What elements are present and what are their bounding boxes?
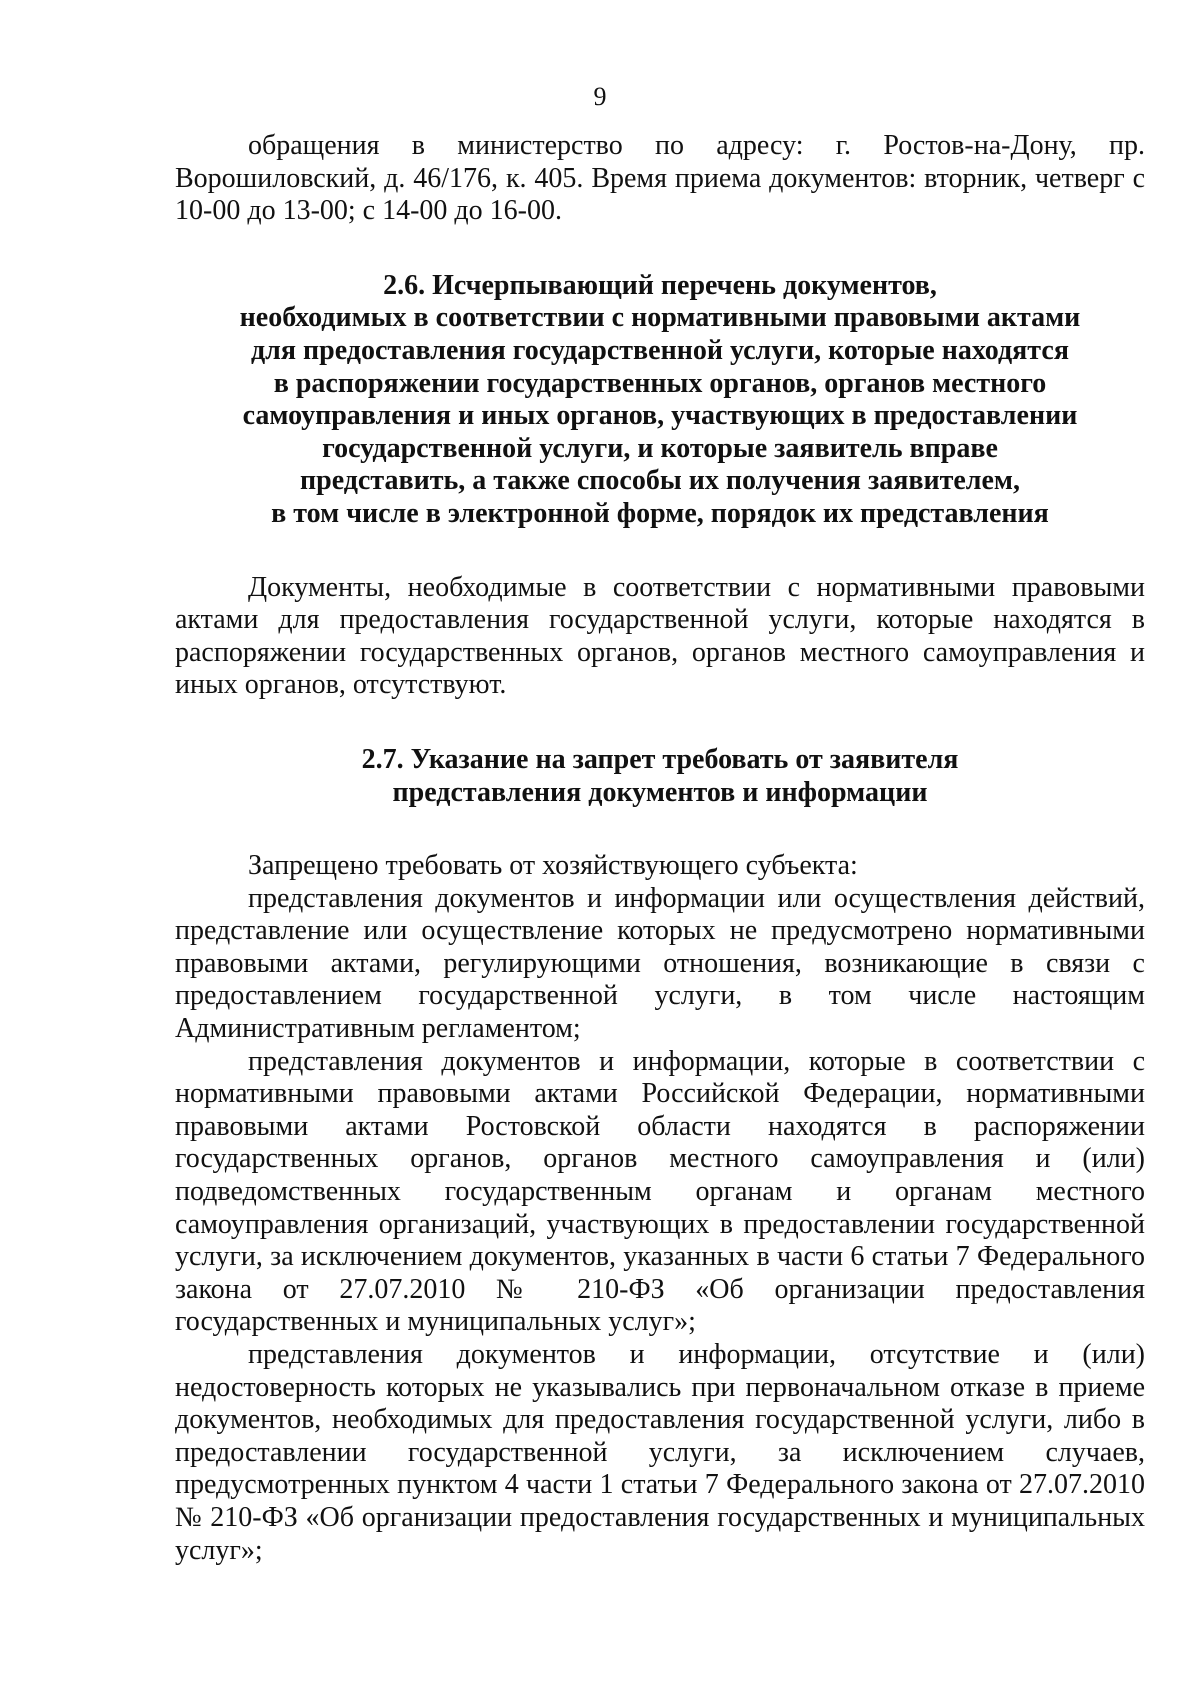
intro-paragraph: обращения в министерство по адресу: г. Ростов-на-Дону, пр. Ворошиловский, д. 46/176, к. 405. Время приема документов: вторник, четверг с 10-00 до 13-00; с 14-00 до 16-00. xyxy=(175,130,1145,227)
document-body xyxy=(175,130,1145,1567)
heading-line: для предоставления государственной услуги, которые находятся xyxy=(251,334,1069,366)
page-number: 9 xyxy=(593,82,607,111)
heading-line: 2.7. Указание на запрет требовать от заявителя xyxy=(361,743,959,775)
heading-line: необходимых в соответствии с нормативными правовыми актами xyxy=(239,302,1081,334)
heading-line: 2.6. Исчерпывающий перечень документов, xyxy=(383,269,937,301)
heading-line: самоуправления и иных органов, участвующих в предоставлении xyxy=(242,400,1078,432)
section-2-7-item: представления документов и информации или осуществления действий, представление или осуществление которых не предусмотрено нормативными правовыми актами, регулирующими отношения, возникающие в связи с предоставлением государственной услуги, в том числе настоящим Административным регламентом; xyxy=(175,882,1145,1045)
section-2-6-paragraph: Документы, необходимые в соответствии с нормативными правовыми актами для предоставления государственной услуги, которые находятся в распоряжении государственных органов, органов местного самоуправления и иных органов, отсутствуют. xyxy=(175,571,1145,701)
heading-line: представить, а также способы их получения заявителем, xyxy=(300,465,1020,497)
section-2-7-item: представления документов и информации, которые в соответствии с нормативными правовыми актами Российской Федерации, нормативными правовыми актами Ростовской области находятся в распоряжении государственных органов, органов местного самоуправления и (или) подведомственных государственным органам и органам местного самоуправления организаций, участвующих в предоставлении государственной услуги, за исключением документов, указанных в части 6 статьи 7 Федерального закона от 27.07.2010 № 210-ФЗ «Об организации предоставления государственных и муниципальных услуг»; xyxy=(175,1045,1145,1338)
heading-line: в распоряжении государственных органов, органов местного xyxy=(273,367,1047,399)
section-2-6-heading xyxy=(175,270,1145,531)
section-2-7-heading xyxy=(175,744,1145,809)
heading-line: государственной услуги, и которые заявитель вправе xyxy=(322,432,998,464)
heading-line: представления документов и информации xyxy=(392,776,928,808)
heading-line: в том числе в электронной форме, порядок их представления xyxy=(271,497,1049,529)
section-2-7-item: представления документов и информации, отсутствие и (или) недостоверность которых не указывались при первоначальном отказе в приеме документов, необходимых для предоставления государственной услуги, либо в предоставлении государственной услуги, за исключением случаев, предусмотренных пунктом 4 части 1 статьи 7 Федерального закона от 27.07.2010 № 210-ФЗ «Об организации предоставления государственных и муниципальных услуг»; xyxy=(175,1339,1145,1566)
section-2-7-lead: Запрещено требовать от хозяйствующего субъекта: xyxy=(248,850,858,882)
